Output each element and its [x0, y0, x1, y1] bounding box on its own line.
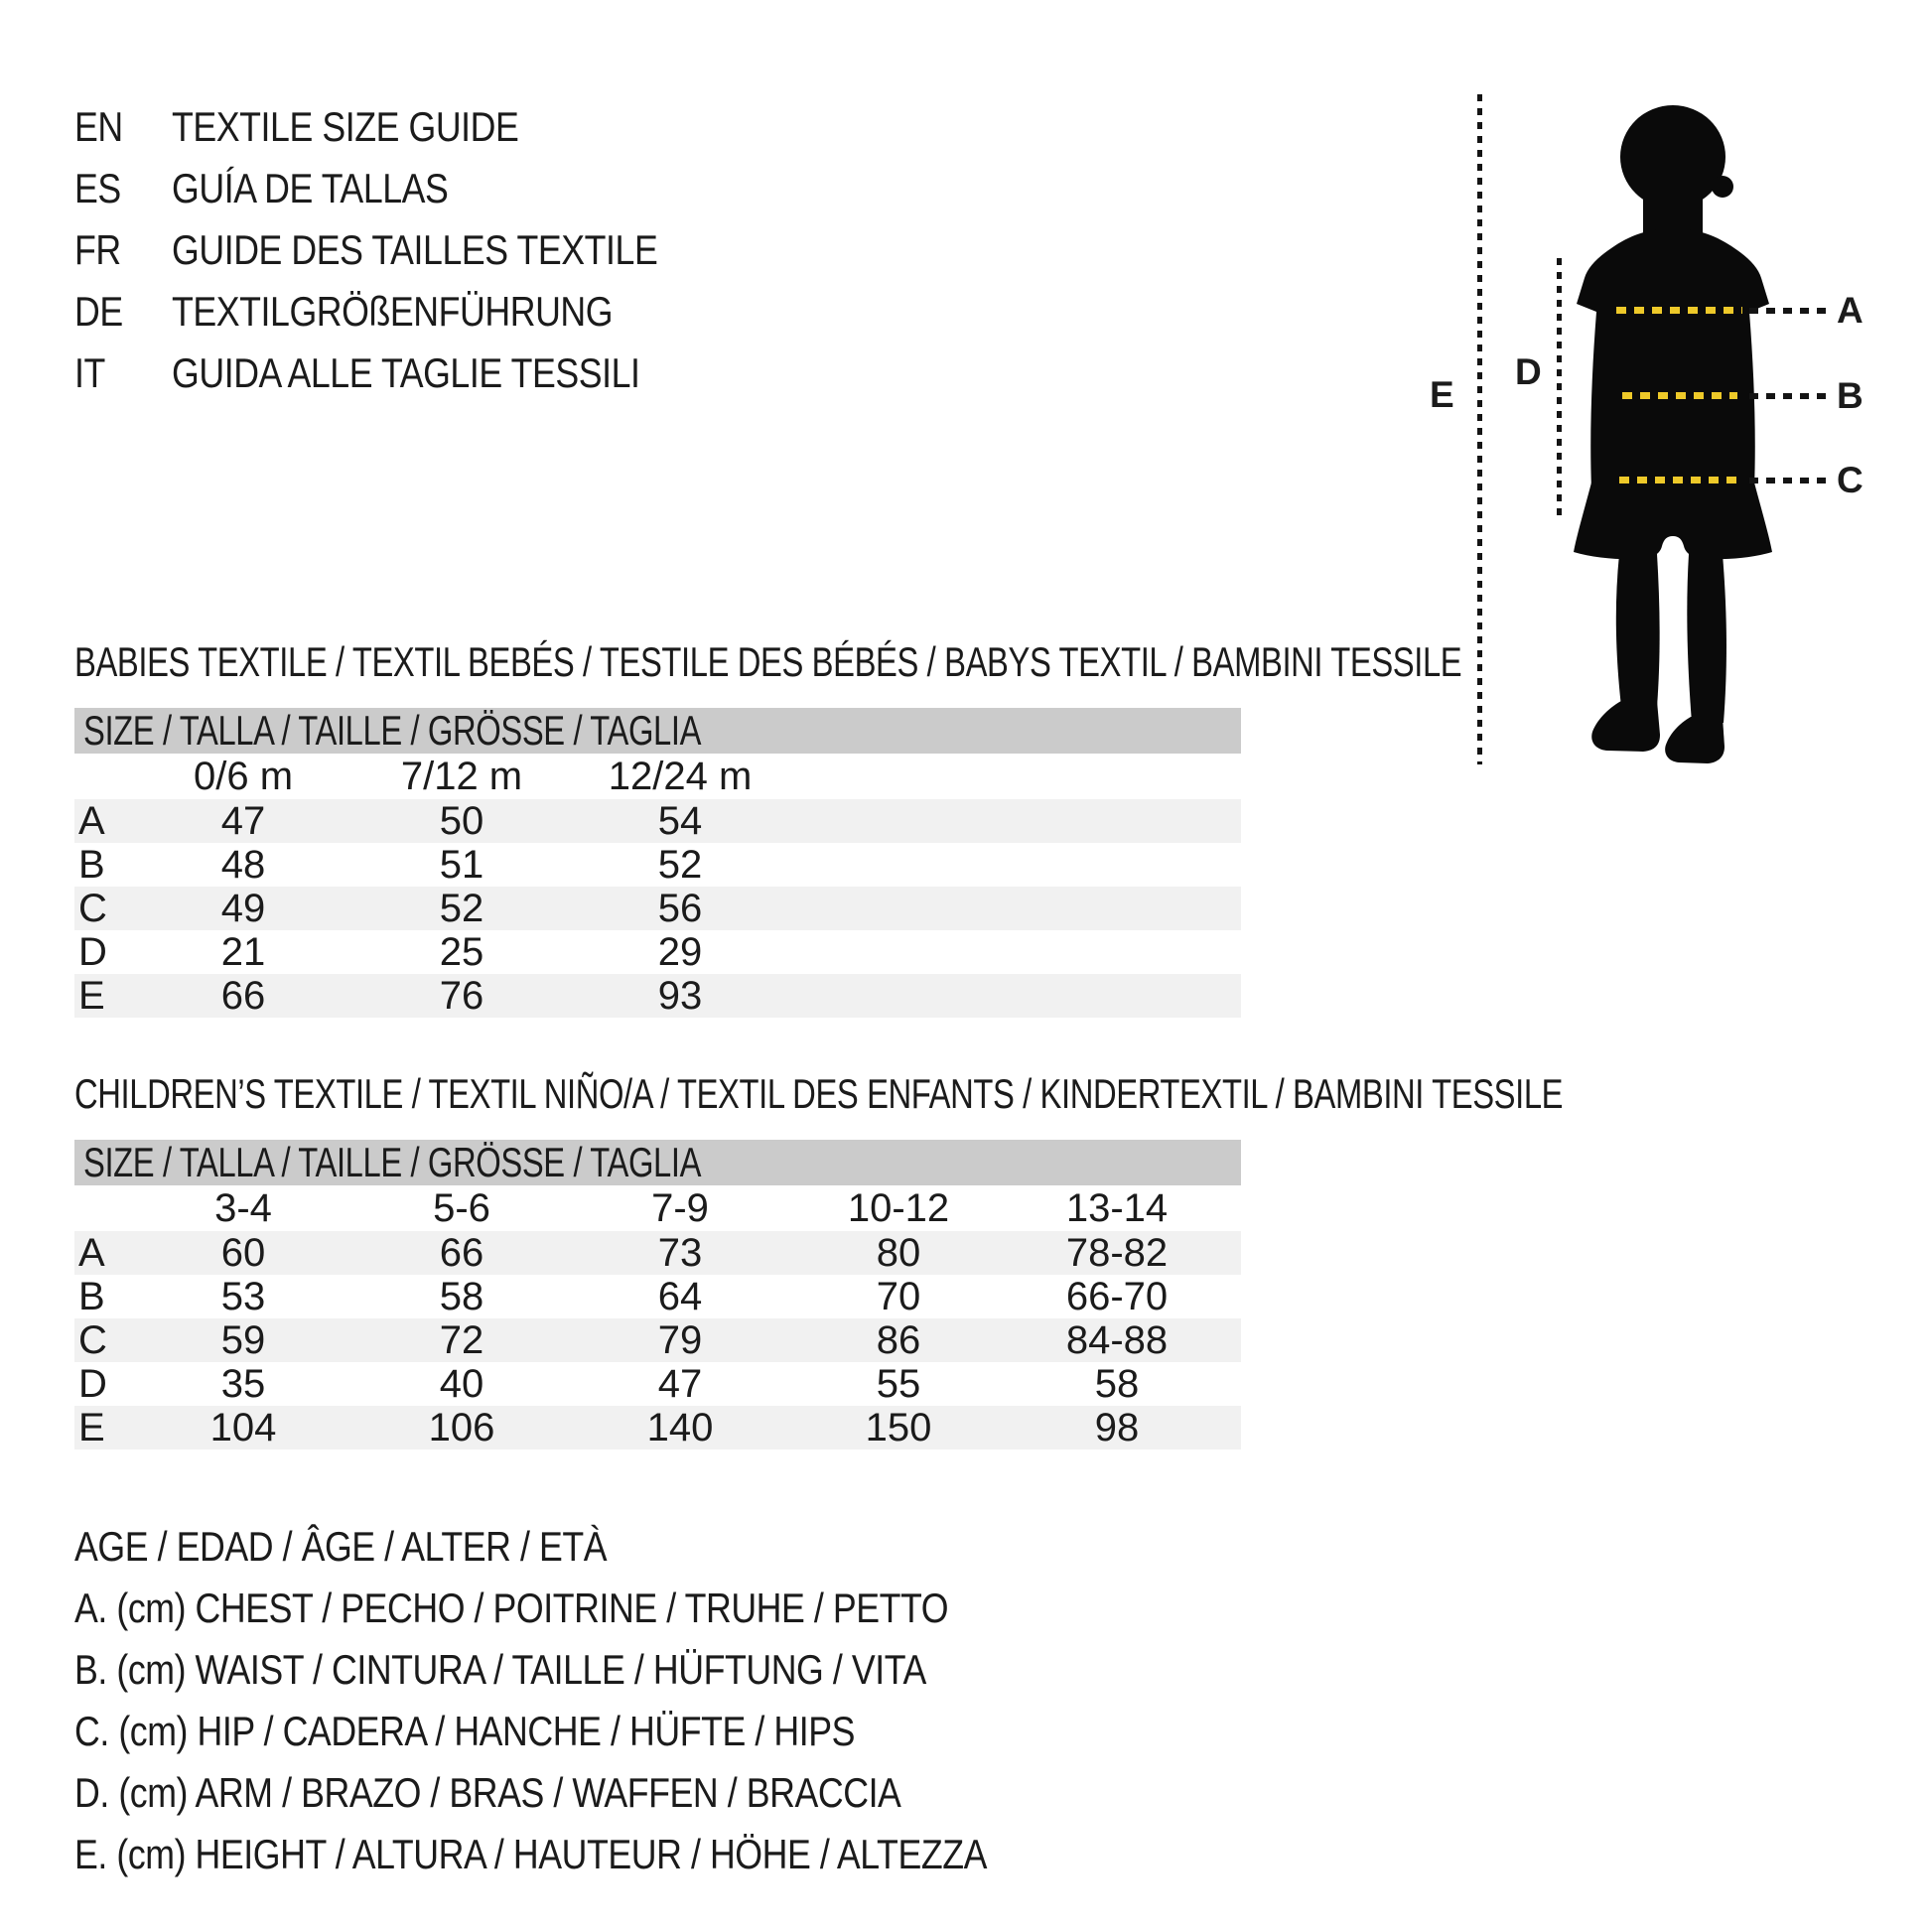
measure-label-b: B [1837, 375, 1863, 416]
chest-a-dash-black [1749, 308, 1827, 314]
language-row [74, 96, 968, 158]
cell-value: 47 [220, 799, 266, 843]
language-header [74, 96, 968, 404]
cell-value: 98 [1094, 1406, 1140, 1449]
row-label: D [78, 1362, 107, 1406]
cell-value: 140 [646, 1406, 714, 1449]
language-code: EN [74, 103, 123, 150]
silhouette-shorts [1574, 483, 1772, 559]
cell-value: 56 [657, 887, 703, 930]
cell-value: 66-70 [1065, 1275, 1169, 1318]
cell-value: 106 [428, 1406, 495, 1449]
cell-value: 52 [657, 843, 703, 887]
row-label: E [78, 1406, 105, 1449]
waist-b-dash-black [1749, 393, 1827, 399]
children-column-header: 3-4 [214, 1186, 272, 1230]
children-size-header-text: SIZE / TALLA / TAILLE / GRÖSSE / TAGLIA [83, 1139, 702, 1185]
babies-table-row [74, 887, 1241, 930]
cell-value: 84-88 [1065, 1318, 1169, 1362]
legend-line-height-text: E. (cm) HEIGHT / ALTURA / HAUTEUR / HÖHE / ALTEZZA [74, 1831, 987, 1877]
legend-line-arm [74, 1762, 1167, 1824]
cell-value: 80 [876, 1231, 921, 1275]
row-label: A [78, 799, 105, 843]
children-column-header: 5-6 [433, 1186, 490, 1230]
babies-table [74, 708, 1241, 1018]
cell-value: 40 [439, 1362, 484, 1406]
babies-size-header-text: SIZE / TALLA / TAILLE / GRÖSSE / TAGLIA [83, 707, 702, 754]
babies-size-header-bar [74, 708, 1241, 754]
legend-line-age [74, 1516, 1167, 1578]
cell-value: 64 [657, 1275, 703, 1318]
legend-line-arm-text: D. (cm) ARM / BRAZO / BRAS / WAFFEN / BRACCIA [74, 1769, 901, 1816]
cell-value: 86 [876, 1318, 921, 1362]
legend-line-age-text: AGE / EDAD / ÂGE / ALTER / ETÀ [74, 1523, 608, 1570]
babies-column-header: 0/6 m [193, 755, 294, 798]
language-code: DE [74, 288, 123, 335]
children-table [74, 1140, 1241, 1449]
row-label: C [78, 1318, 107, 1362]
row-label: B [78, 843, 105, 887]
cell-value: 53 [220, 1275, 266, 1318]
cell-value: 58 [1094, 1362, 1140, 1406]
babies-column-header: 7/12 m [400, 755, 523, 798]
hip-c-dash-yellow [1619, 477, 1743, 483]
cell-value: 104 [209, 1406, 277, 1449]
measure-label-c: C [1837, 460, 1863, 500]
cell-value: 78-82 [1065, 1231, 1169, 1275]
children-section-title-text: CHILDREN’S TEXTILE / TEXTIL NIÑO/A / TEXTIL DES ENFANTS / KINDERTEXTIL / BAMBINI TESSILE [74, 1070, 1564, 1117]
silhouette-torso [1577, 228, 1769, 489]
language-title: TEXTILGRÖßENFÜHRUNG [172, 288, 614, 335]
children-table-row [74, 1318, 1241, 1362]
babies-table-row [74, 974, 1241, 1018]
legend-line-chest-text: A. (cm) CHEST / PECHO / POITRINE / TRUHE / PETTO [74, 1585, 949, 1631]
children-table-row [74, 1275, 1241, 1318]
children-table-row [74, 1231, 1241, 1275]
children-column-header: 7-9 [651, 1186, 709, 1230]
cell-value: 21 [220, 930, 266, 974]
cell-value: 59 [220, 1318, 266, 1362]
babies-table-row [74, 799, 1241, 843]
measure-label-e: E [1430, 374, 1454, 415]
cell-value: 51 [439, 843, 484, 887]
cell-value: 66 [220, 974, 266, 1018]
silhouette-left-shoe [1591, 701, 1660, 752]
cell-value: 72 [439, 1318, 484, 1362]
language-row [74, 219, 968, 281]
babies-table-row [74, 930, 1241, 974]
babies-table-row [74, 843, 1241, 887]
measure-label-a: A [1837, 290, 1863, 331]
language-title: GUIDE DES TAILLES TEXTILE [172, 226, 658, 273]
row-label: B [78, 1275, 105, 1318]
babies-section-title [74, 640, 1853, 684]
cell-value: 93 [657, 974, 703, 1018]
legend-line-hip-text: C. (cm) HIP / CADERA / HANCHE / HÜFTE / HIPS [74, 1708, 855, 1754]
children-table-row [74, 1406, 1241, 1449]
waist-b-dash-yellow [1622, 392, 1737, 399]
language-title: GUIDA ALLE TAGLIE TESSILI [172, 349, 640, 396]
legend-line-hip [74, 1701, 1167, 1762]
measure-label-d: D [1515, 351, 1542, 392]
cell-value: 150 [865, 1406, 932, 1449]
legend-line-waist-text: B. (cm) WAIST / CINTURA / TAILLE / HÜFTUNG / VITA [74, 1646, 926, 1693]
arm-d-dotted-line [1557, 258, 1562, 518]
cell-value: 73 [657, 1231, 703, 1275]
cell-value: 29 [657, 930, 703, 974]
language-row [74, 158, 968, 219]
cell-value: 48 [220, 843, 266, 887]
legend-line-chest [74, 1578, 1167, 1639]
children-column-header-row [74, 1185, 1241, 1231]
language-code: FR [74, 226, 121, 273]
language-code: IT [74, 349, 105, 396]
babies-column-header-row [74, 754, 1241, 799]
cell-value: 79 [657, 1318, 703, 1362]
children-column-header: 10-12 [847, 1186, 950, 1230]
cell-value: 49 [220, 887, 266, 930]
chest-a-dash-yellow [1616, 307, 1742, 314]
cell-value: 47 [657, 1362, 703, 1406]
row-label: A [78, 1231, 105, 1275]
cell-value: 66 [439, 1231, 484, 1275]
cell-value: 35 [220, 1362, 266, 1406]
language-title: GUÍA DE TALLAS [172, 165, 449, 211]
row-label: C [78, 887, 107, 930]
cell-value: 50 [439, 799, 484, 843]
silhouette-right-shoe [1665, 717, 1725, 763]
babies-column-header: 12/24 m [608, 755, 753, 798]
cell-value: 52 [439, 887, 484, 930]
language-code: ES [74, 165, 121, 211]
cell-value: 54 [657, 799, 703, 843]
silhouette-ear [1712, 176, 1733, 198]
cell-value: 55 [876, 1362, 921, 1406]
legend-line-waist [74, 1639, 1167, 1701]
children-section-title [74, 1072, 1932, 1116]
silhouette-right-leg [1687, 554, 1726, 723]
measurement-legend [74, 1516, 1167, 1885]
cell-value: 76 [439, 974, 484, 1018]
language-title: TEXTILE SIZE GUIDE [172, 103, 519, 150]
legend-line-height [74, 1824, 1167, 1885]
children-table-row [74, 1362, 1241, 1406]
cell-value: 70 [876, 1275, 921, 1318]
row-label: E [78, 974, 105, 1018]
cell-value: 60 [220, 1231, 266, 1275]
cell-value: 58 [439, 1275, 484, 1318]
row-label: D [78, 930, 107, 974]
language-row [74, 343, 968, 404]
children-column-header: 13-14 [1065, 1186, 1169, 1230]
children-size-header-bar [74, 1140, 1241, 1185]
cell-value: 25 [439, 930, 484, 974]
language-row [74, 281, 968, 343]
hip-c-dash-black [1749, 478, 1827, 483]
babies-section-title-text: BABIES TEXTILE / TEXTIL BEBÉS / TESTILE DES BÉBÉS / BABYS TEXTIL / BAMBINI TESSILE [74, 638, 1462, 685]
